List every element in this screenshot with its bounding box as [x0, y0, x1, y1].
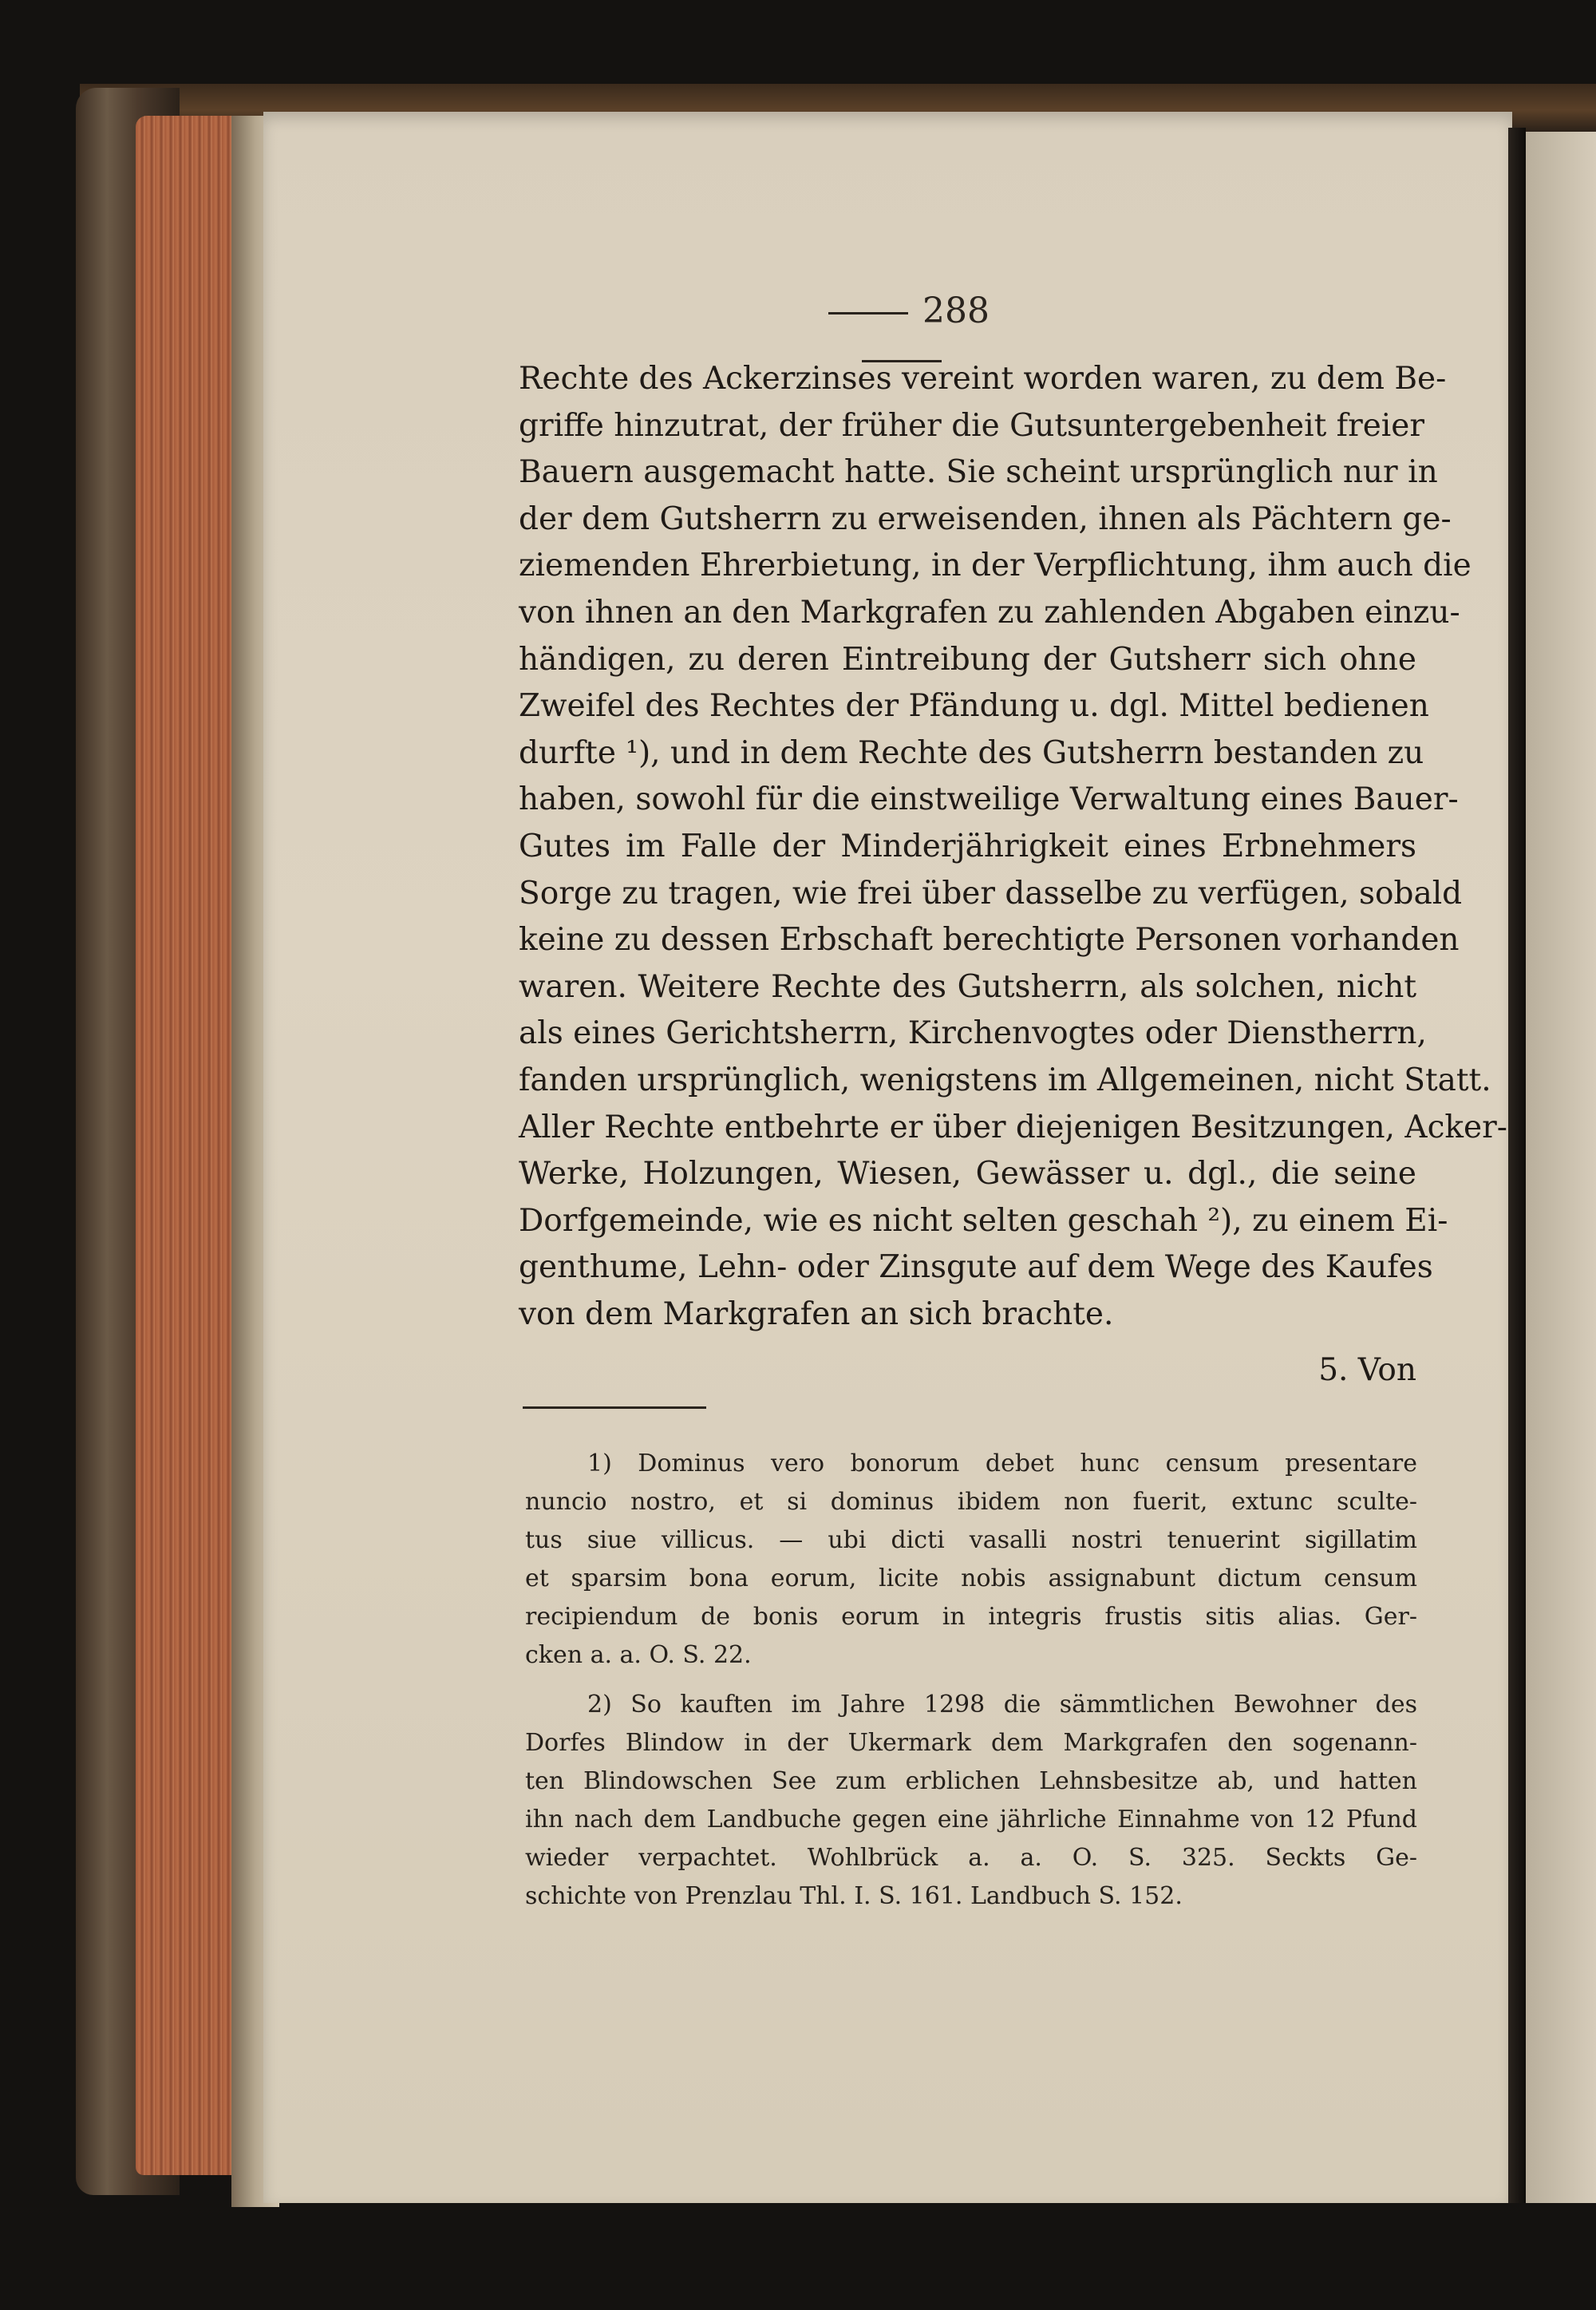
footnote-line: nuncio nostro, et si dominus ibidem non fuerit, extunc sculte- — [525, 1488, 1417, 1516]
page-number-header — [806, 287, 998, 335]
body-line: Werke, Holzungen, Wiesen, Gewässer u. dgl., die seine — [519, 1156, 1416, 1193]
body-line: griffe hinzutrat, der früher die Gutsuntergebenheit freier — [519, 407, 1424, 444]
body-line: Rechte des Ackerzinses vereint worden waren, zu dem Be- — [519, 361, 1447, 397]
body-line: Dorfgemeinde, wie es nicht selten geschah ²), zu einem Ei- — [519, 1202, 1448, 1239]
footnote-2 — [525, 1686, 1417, 1916]
page-number: 288 — [922, 291, 990, 331]
footnote-line: tus siue villicus. — ubi dicti vasalli nostri tenuerint sigillatim — [525, 1526, 1417, 1554]
footnote-separator-rule — [523, 1406, 706, 1409]
footnote-line: schichte von Prenzlau Thl. I. S. 161. Landbuch S. 152. — [525, 1882, 1183, 1910]
body-line: von ihnen an den Markgrafen zu zahlenden Abgaben einzu- — [519, 594, 1460, 631]
body-line: fanden ursprünglich, wenigstens im Allgemeinen, nicht Statt. — [519, 1062, 1491, 1098]
catchword: 5. Von — [1318, 1352, 1416, 1388]
body-line: keine zu dessen Erbschaft berechtigte Personen vorhanden — [519, 922, 1460, 959]
body-line: als eines Gerichtsherrn, Kirchenvogtes oder Dienstherrn, — [519, 1015, 1427, 1052]
footnote-line: recipiendum de bonis eorum in integris frustis sitis alias. Ger- — [525, 1603, 1417, 1631]
body-line: genthume, Lehn- oder Zinsgute auf dem Wege des Kaufes — [519, 1249, 1433, 1286]
footnote-1 — [525, 1445, 1417, 1675]
body-line: der dem Gutsherrn zu erweisenden, ihnen als Pächtern ge- — [519, 500, 1452, 537]
footnotes — [525, 1445, 1417, 1916]
body-line: von dem Markgrafen an sich brachte. — [519, 1295, 1114, 1332]
body-line: durfte ¹), und in dem Rechte des Gutsherrn bestanden zu — [519, 734, 1424, 771]
footnote-line: Dorfes Blindow in der Ukermark dem Markgrafen den sogenann- — [525, 1729, 1417, 1757]
facing-page-edge — [1526, 132, 1596, 2203]
body-line: ziemenden Ehrerbietung, in der Verpflichtung, ihm auch die — [519, 548, 1472, 584]
body-line: händigen, zu deren Eintreibung der Gutsherr sich ohne — [519, 641, 1416, 678]
body-line: Bauern ausgemacht hatte. Sie scheint ursprünglich nur in — [519, 454, 1438, 491]
footnote-line: ihn nach dem Landbuche gegen eine jährliche Einnahme von 12 Pfund — [525, 1806, 1417, 1833]
book-gutter — [1508, 128, 1526, 2203]
page-block-edges — [136, 116, 247, 2175]
body-line: waren. Weitere Rechte des Gutsherrn, als solchen, nicht — [519, 968, 1416, 1005]
body-line: Aller Rechte entbehrte er über diejenigen Besitzungen, Acker- — [519, 1109, 1507, 1145]
footnote-line: 1) Dominus vero bonorum debet hunc censum presentare — [587, 1450, 1417, 1477]
body-line: Sorge zu tragen, wie frei über dasselbe zu verfügen, sobald — [519, 875, 1463, 912]
footnote-line: ten Blindowschen See zum erblichen Lehnsbesitze ab, und hatten — [525, 1767, 1417, 1795]
body-line: Zweifel des Rechtes der Pfändung u. dgl. Mittel bedienen — [519, 688, 1429, 725]
footnote-line: et sparsim bona eorum, licite nobis assignabunt dictum censum — [525, 1564, 1417, 1592]
body-text — [519, 356, 1507, 1338]
body-line: Gutes im Falle der Minderjährigkeit eines Erbnehmers — [519, 828, 1416, 864]
footnote-line: cken a. a. O. S. 22. — [525, 1641, 752, 1669]
header-dash-left — [828, 312, 908, 314]
footnote-line: wieder verpachtet. Wohlbrück a. a. O. S. 325. Seckts Ge- — [525, 1844, 1417, 1872]
body-line: haben, sowohl für die einstweilige Verwaltung eines Bauer- — [519, 781, 1459, 818]
footnote-line: 2) So kauften im Jahre 1298 die sämmtlichen Bewohner des — [587, 1691, 1417, 1719]
